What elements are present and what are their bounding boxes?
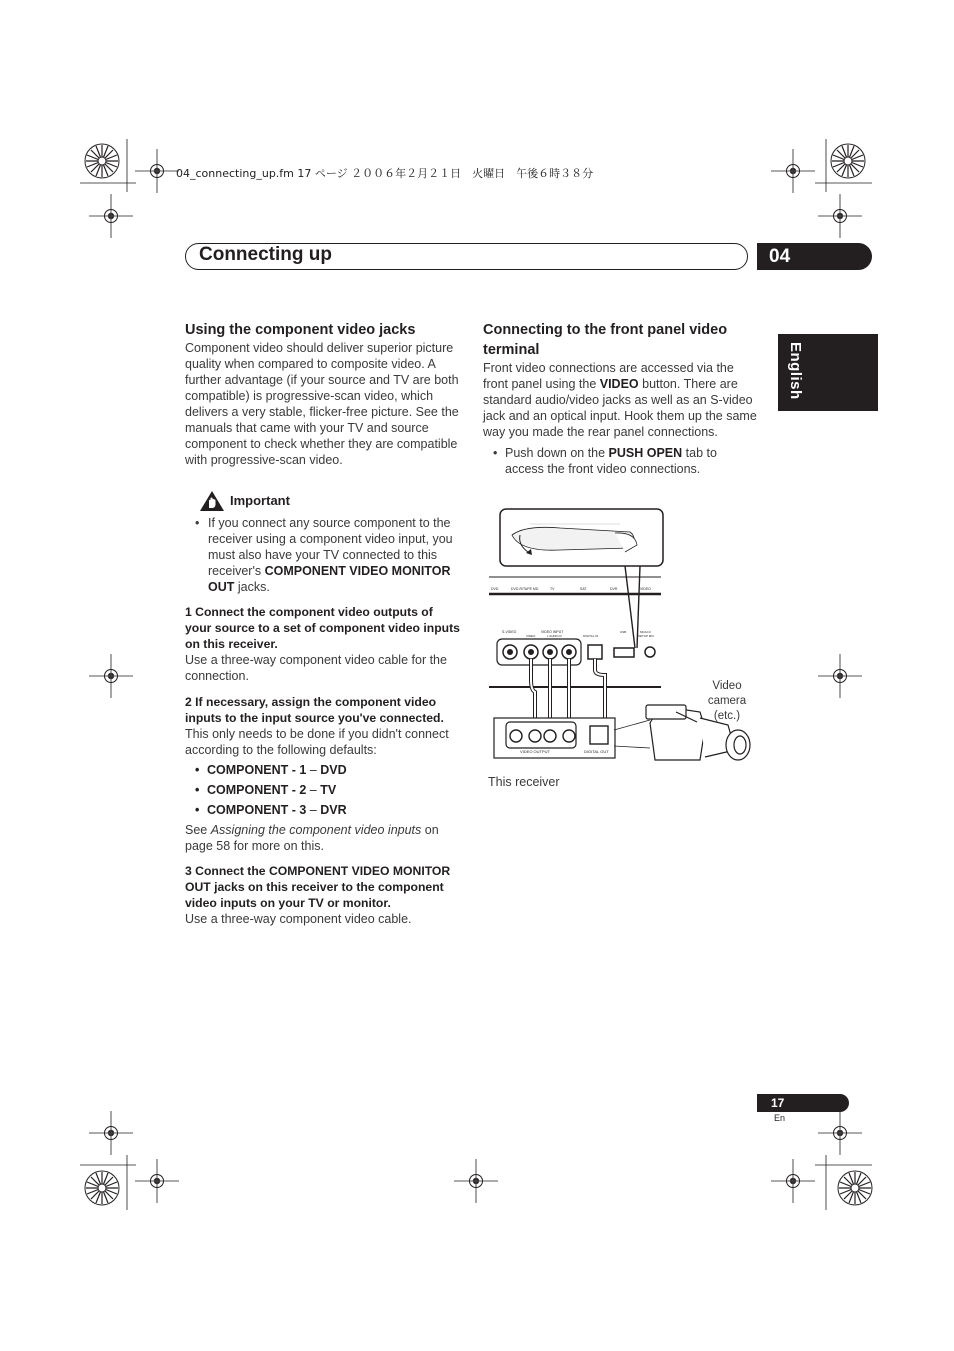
this-receiver-label: This receiver	[488, 775, 560, 789]
default-dash: –	[306, 783, 321, 797]
important-note	[185, 515, 460, 595]
defaults-list	[185, 760, 460, 820]
front-panel-figure	[485, 505, 765, 775]
default-source: TV	[320, 783, 337, 797]
default-input: COMPONENT - 3	[207, 803, 307, 817]
default-item	[185, 760, 460, 780]
warning-hand-icon	[199, 490, 225, 512]
left-column	[185, 320, 460, 927]
default-dash: –	[306, 763, 321, 777]
chapter-number: 04	[757, 243, 872, 270]
bullet-bold: PUSH OPEN	[608, 446, 683, 460]
page-number: 17	[757, 1094, 849, 1112]
language-label: English	[787, 342, 804, 400]
svg-text:DVD: DVD	[491, 587, 499, 591]
step-2-title: 2 If necessary, assign the component video inputs to the input source you've connected.	[185, 695, 444, 725]
default-dash: –	[306, 803, 321, 817]
svg-text:MCACC: MCACC	[640, 630, 651, 634]
step-1-title: 1 Connect the component video outputs of your source to a set of component video inputs on this receiver.	[185, 605, 460, 651]
see-post: on page 58 for more on this.	[185, 823, 439, 853]
svg-text:VIDEO: VIDEO	[640, 587, 651, 591]
step-3-text: Use a three-way component video cable.	[185, 912, 412, 926]
bullet-post: tab to access the front video connections.	[505, 446, 717, 476]
intro-bold: VIDEO	[599, 377, 639, 391]
see-reference	[185, 822, 460, 854]
svg-text:TV: TV	[550, 587, 555, 591]
default-input: COMPONENT - 2	[207, 783, 307, 797]
important-text-bold: COMPONENT VIDEO MONITOR OUT	[208, 564, 451, 594]
section-heading-front-panel: Connecting to the front panel video terminal	[483, 322, 728, 358]
default-item	[185, 800, 460, 820]
svg-text:DIGITAL IN: DIGITAL IN	[583, 634, 599, 638]
right-column	[483, 320, 758, 477]
svideo-label: S-VIDEO	[502, 630, 517, 634]
default-source: DVR	[320, 803, 347, 817]
video-output-label: VIDEO OUTPUT	[520, 749, 551, 754]
see-link-text: Assigning the component video inputs	[210, 823, 422, 837]
language-tab	[778, 334, 878, 411]
intro-post: button. There are standard audio/video jacks as well as an S-video jack and an optical input. Hook them up the same way you made the rear panel connections.	[483, 377, 757, 439]
push-open-bullet	[483, 445, 758, 477]
svg-text:SAT: SAT	[580, 587, 587, 591]
default-item	[185, 780, 460, 800]
important-box	[185, 490, 460, 595]
svg-text:DVD-R/TAPE MD: DVD-R/TAPE MD	[511, 587, 539, 591]
important-text-pre: If you connect any source component to the receiver using a component video input, you must also have your TV connected to this receiver's	[208, 516, 453, 578]
see-pre: See	[185, 823, 211, 837]
default-input: COMPONENT - 1	[207, 763, 307, 777]
bullet-pre: Push down on the	[505, 446, 609, 460]
svg-text:DVR: DVR	[610, 587, 618, 591]
svg-text:USB: USB	[620, 630, 627, 634]
step-3-title: 3 Connect the COMPONENT VIDEO MONITOR OUT jacks on this receiver to the component video inputs on your TV or monitor.	[185, 864, 451, 910]
section-heading-component: Using the component video jacks	[185, 322, 416, 338]
page-language-code: En	[774, 1113, 786, 1123]
important-text-post: jacks.	[234, 580, 270, 594]
important-label: Important	[230, 493, 290, 508]
svg-text:VIDEO INPUT: VIDEO INPUT	[541, 630, 564, 634]
intro-pre: Front video connections are accessed via the front panel using the	[483, 361, 734, 391]
print-header: 04_connecting_up.fm 17 ページ ２００６年２月２１日 火曜日 午後６時３８分	[176, 167, 594, 180]
video-camera-label: Video camera (etc.)	[707, 680, 747, 722]
digital-out-label: DIGITAL OUT	[584, 749, 609, 754]
svg-text:L AUDIO R: L AUDIO R	[547, 634, 562, 638]
svg-text:VIDEO: VIDEO	[526, 634, 536, 638]
front-panel-intro	[483, 360, 758, 440]
svg-text:SETUP MIC: SETUP MIC	[638, 634, 655, 638]
chapter-title: Connecting up	[199, 244, 332, 265]
step-1-text: Use a three-way component video cable for the connection.	[185, 653, 447, 683]
component-intro: Component video should deliver superior picture quality when compared to composite video. A further advantage (if your source and TV are both compatible) is progressive-scan video, which delivers a very stable, flicker-free picture. See the manuals that came with your TV and source component to check whether they are compatible with progressive-scan video.	[185, 341, 459, 467]
default-source: DVD	[320, 763, 347, 777]
step-2-text: This only needs to be done if you didn't connect according to the following defaults:	[185, 727, 449, 757]
